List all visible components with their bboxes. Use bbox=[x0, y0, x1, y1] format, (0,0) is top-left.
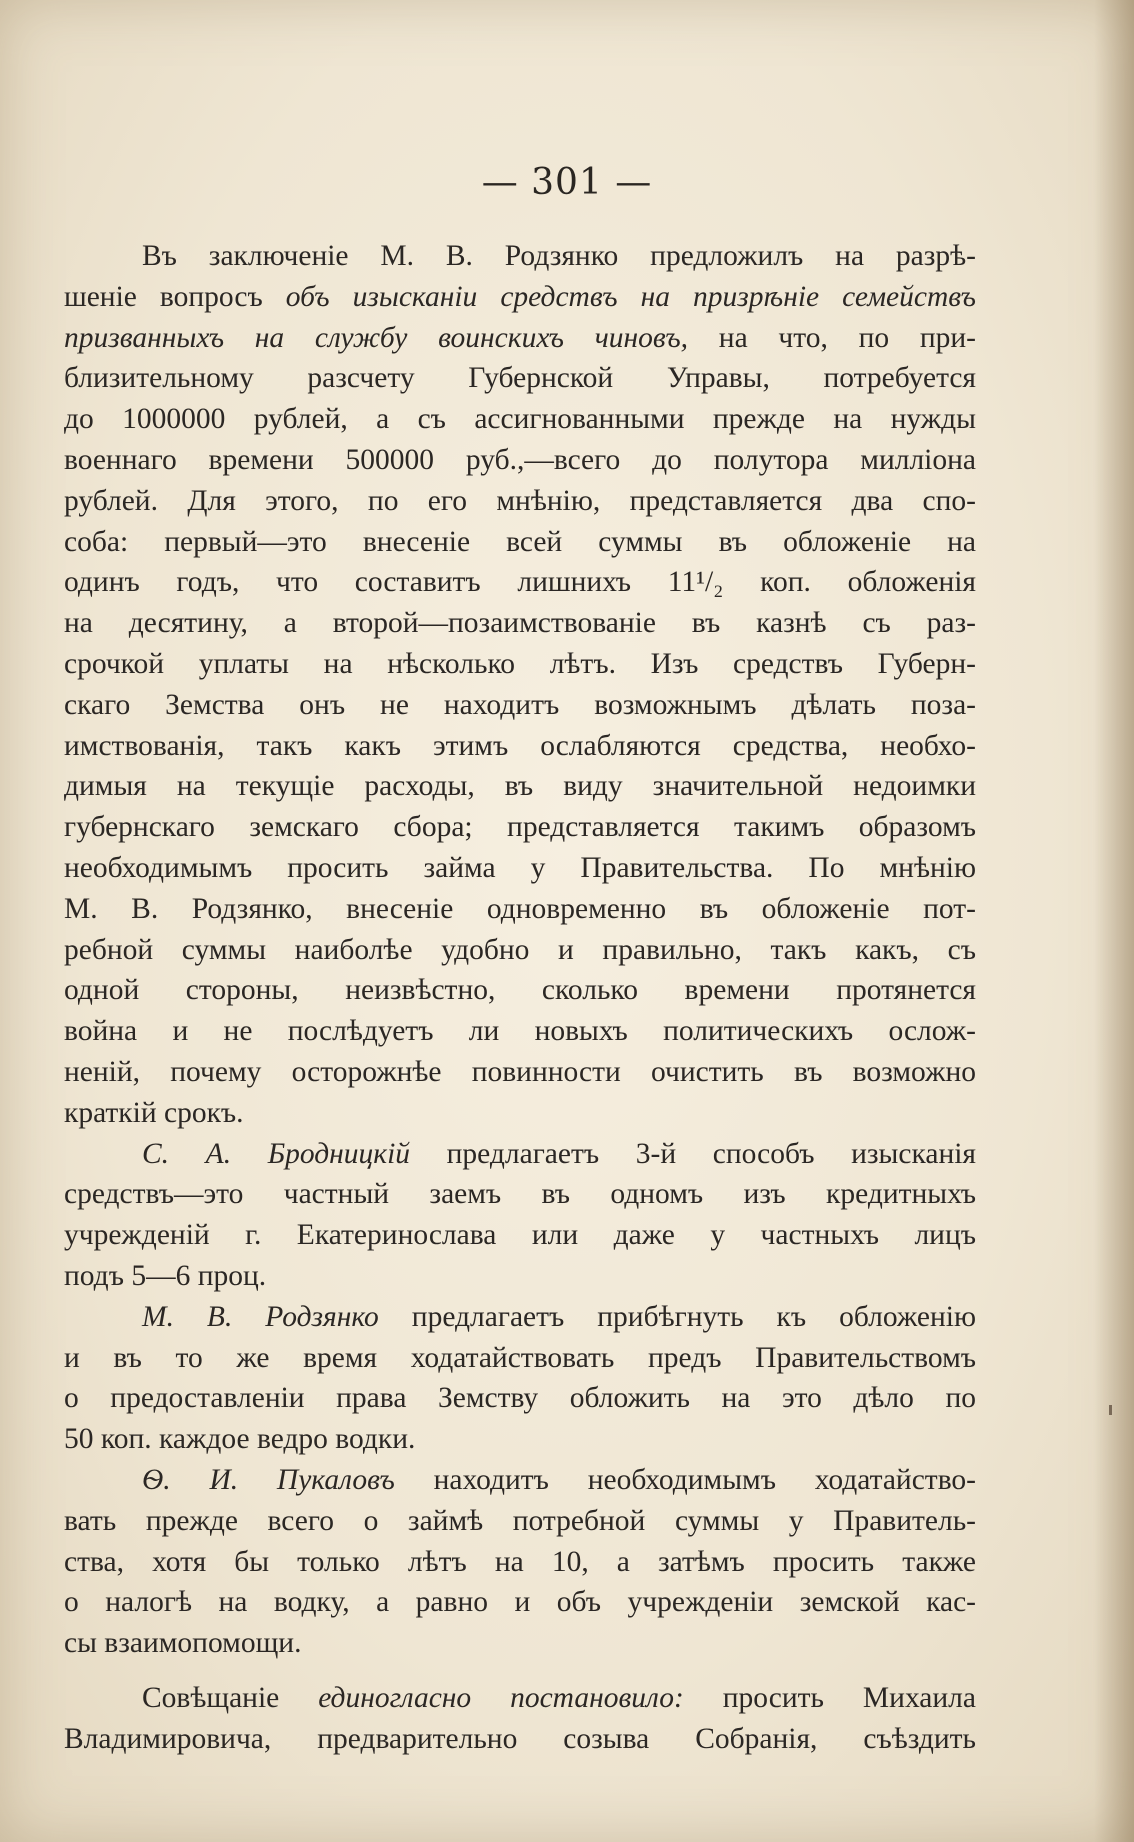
text-line: шеніе вопросъ объ изысканіи средствъ на призрѣніе семействъ bbox=[64, 280, 976, 313]
text-line: М. В. Родзянко предлагаетъ прибѣгнуть къ обложенію bbox=[142, 1300, 976, 1333]
text-line: Владимировича, предварительно созыва Собранія, съѣздить bbox=[64, 1722, 976, 1755]
text-line: и въ то же время ходатайствовать предъ Правительствомъ bbox=[64, 1341, 976, 1374]
text-line: военнаго времени 500000 руб.,—всего до полутора милліона bbox=[64, 443, 976, 476]
text-line: ства, хотя бы только лѣтъ на 10, а затѣмъ просить также bbox=[64, 1545, 976, 1578]
text-line: одинъ годъ, что составитъ лишнихъ 11¹/₂ коп. обложенія bbox=[64, 566, 976, 599]
text-line: срочкой уплаты на нѣсколько лѣтъ. Изъ средствъ Губерн- bbox=[64, 647, 976, 680]
text-line: скаго Земства онъ не находитъ возможнымъ дѣлать поза- bbox=[64, 688, 976, 721]
text-line: М. В. Родзянко, внесеніе одновременно въ обложеніе пот- bbox=[64, 892, 976, 925]
text-line: о налогѣ на водку, а равно и объ учрежденіи земской кас- bbox=[64, 1586, 976, 1619]
text-line: Совѣщаніе единогласно постановило: просить Михаила bbox=[142, 1681, 977, 1714]
page-number: — 301 — bbox=[481, 162, 653, 203]
text-line: вать прежде всего о займѣ потребной суммы у Правитель- bbox=[64, 1504, 976, 1537]
text-line: война и не послѣдуетъ ли новыхъ политическихъ ослож- bbox=[64, 1015, 976, 1048]
text-line: Въ заключеніе М. В. Родзянко предложилъ на разрѣ- bbox=[142, 240, 976, 272]
text-line: соба: первый—это внесеніе всей суммы въ обложеніе на bbox=[64, 525, 976, 558]
text-line: ребной суммы наиболѣе удобно и правильно, такъ какъ, съ bbox=[64, 933, 976, 966]
text-line: Ѳ. И. Пукаловъ находитъ необходимымъ ходатайство- bbox=[142, 1463, 976, 1496]
text-line: неній, почему осторожнѣе повинности очистить въ возможно bbox=[64, 1055, 976, 1088]
text-line: сы взаимопомощи. bbox=[64, 1627, 302, 1660]
text-line: средствъ—это частный заемъ въ одномъ изъ кредитныхъ bbox=[64, 1178, 976, 1211]
text-line: димыя на текущіе расходы, въ виду значительной недоимки bbox=[64, 770, 976, 803]
text-line: учрежденій г. Екатеринослава или даже у частныхъ лицъ bbox=[64, 1219, 976, 1252]
text-line: до 1000000 рублей, а съ ассигнованными прежде на нужды bbox=[64, 403, 976, 436]
body-text bbox=[64, 236, 976, 1759]
text-line: необходимымъ просить займа у Правительства. По мнѣнію bbox=[64, 851, 976, 884]
text-line: одной стороны, неизвѣстно, сколько времени протянется bbox=[64, 974, 976, 1007]
text-line: 50 коп. каждое ведро водки. bbox=[64, 1423, 416, 1456]
text-line: краткій срокъ. bbox=[64, 1096, 244, 1129]
text-line: имствованія, такъ какъ этимъ ослабляются средства, необхо- bbox=[64, 729, 976, 762]
margin-mark bbox=[1109, 1405, 1112, 1415]
text-line: рублей. Для этого, по его мнѣнію, представляется два спо- bbox=[64, 484, 976, 517]
page-edge-shadow bbox=[1094, 0, 1134, 1842]
text-line: призванныхъ на службу воинскихъ чиновъ, на что, по при- bbox=[64, 321, 976, 354]
text-line: на десятину, а второй—позаимствованіе въ казнѣ съ раз- bbox=[64, 607, 976, 640]
text-line: губернскаго земскаго сбора; представляется такимъ образомъ bbox=[64, 811, 976, 844]
text-line: о предоставленіи права Земству обложить на это дѣло по bbox=[64, 1382, 976, 1415]
text-line: С. А. Бродницкій предлагаетъ 3-й способъ изысканія bbox=[142, 1137, 976, 1170]
text-line: близительному разсчету Губернской Управы, потребуется bbox=[64, 362, 976, 395]
text-line: подъ 5—6 проц. bbox=[64, 1259, 267, 1292]
